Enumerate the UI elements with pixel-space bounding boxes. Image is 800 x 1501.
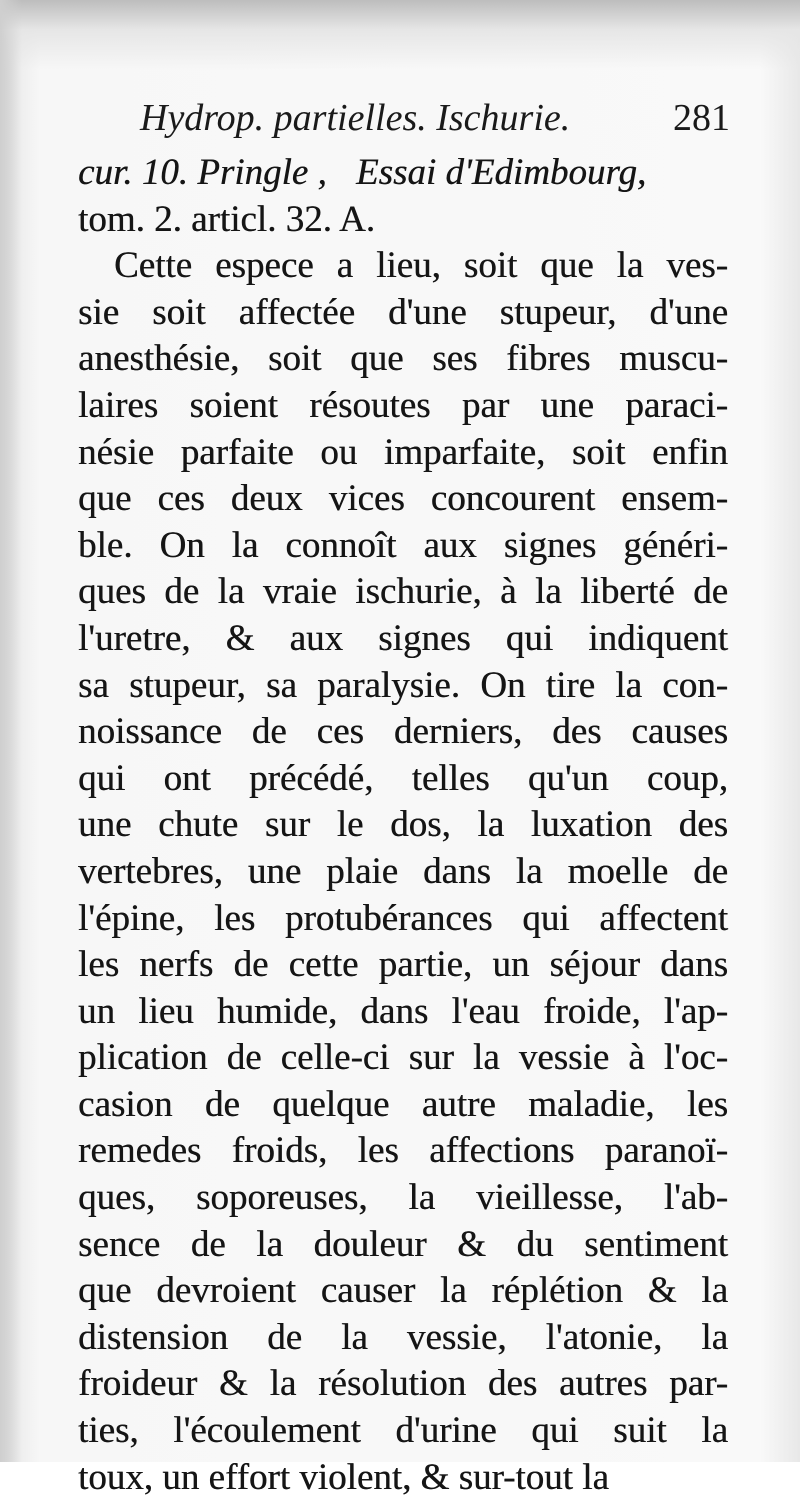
text-line: laires soient résoutes par une paraci- [78, 384, 728, 426]
page-top-shadow [0, 0, 800, 70]
text-line: noissance de ces derniers, des causes [78, 711, 728, 753]
text-line: sie soit affectée d'une stupeur, d'une [78, 291, 728, 333]
text-line: Cette espece a lieu, soit que la ves- [114, 245, 728, 287]
running-title: Hydrop. partielles. Ischurie. [140, 97, 571, 139]
text-line: ble. On la connoît aux signes généri- [78, 524, 728, 566]
text-line: ties, l'écoulement d'urine qui suit la [78, 1410, 728, 1452]
reference-line [78, 150, 728, 197]
text-line: toux, un effort violent, & sur-tout la [78, 1456, 609, 1498]
text-line: ques de la vraie ischurie, à la liberté de [78, 571, 728, 613]
reference-line: tom. 2. articl. 32. A. [78, 198, 375, 240]
text-line: les nerfs de cette partie, un séjour dans [78, 944, 728, 986]
text-line: plication de celle-ci sur la vessie à l'oc- [78, 1037, 728, 1079]
body-text [78, 150, 728, 1501]
text-line: nésie parfaite ou imparfaite, soit enfin [78, 431, 728, 473]
text-line: une chute sur le dos, la luxation des [78, 804, 728, 846]
page-gutter-shadow [0, 0, 22, 1462]
text-line: que devroient causer la réplétion & la [78, 1270, 728, 1312]
text-line: sa stupeur, sa paralysie. On tire la con- [78, 664, 728, 706]
text-line: remedes froids, les affections paranoï- [78, 1130, 728, 1172]
text-line: vertebres, une plaie dans la moelle de [78, 850, 728, 892]
text-line: un lieu humide, dans l'eau froide, l'ap- [78, 990, 728, 1032]
reference-work-title: Essai d'Edimbourg, [355, 152, 647, 193]
text-line: l'uretre, & aux signes qui indiquent [78, 617, 728, 659]
text-line: froideur & la résolution des autres par- [78, 1363, 728, 1405]
text-line: casion de quelque autre maladie, les [78, 1083, 728, 1125]
text-line: qui ont précédé, telles qu'un coup, [78, 757, 728, 799]
reference-part: cur. 10. Pringle , [78, 152, 327, 193]
text-line: que ces deux vices concourent ensem- [78, 478, 728, 520]
page-number: 281 [673, 97, 730, 139]
text-line: distension de la vessie, l'atonie, la [78, 1316, 728, 1358]
text-line: sence de la douleur & du sentiment [78, 1223, 728, 1265]
running-header [140, 96, 730, 148]
text-line: l'épine, les protubérances qui affectent [78, 897, 728, 939]
text-line: ques, soporeuses, la vieillesse, l'ab- [78, 1177, 728, 1219]
text-line: anesthésie, soit que ses fibres muscu- [78, 338, 728, 380]
